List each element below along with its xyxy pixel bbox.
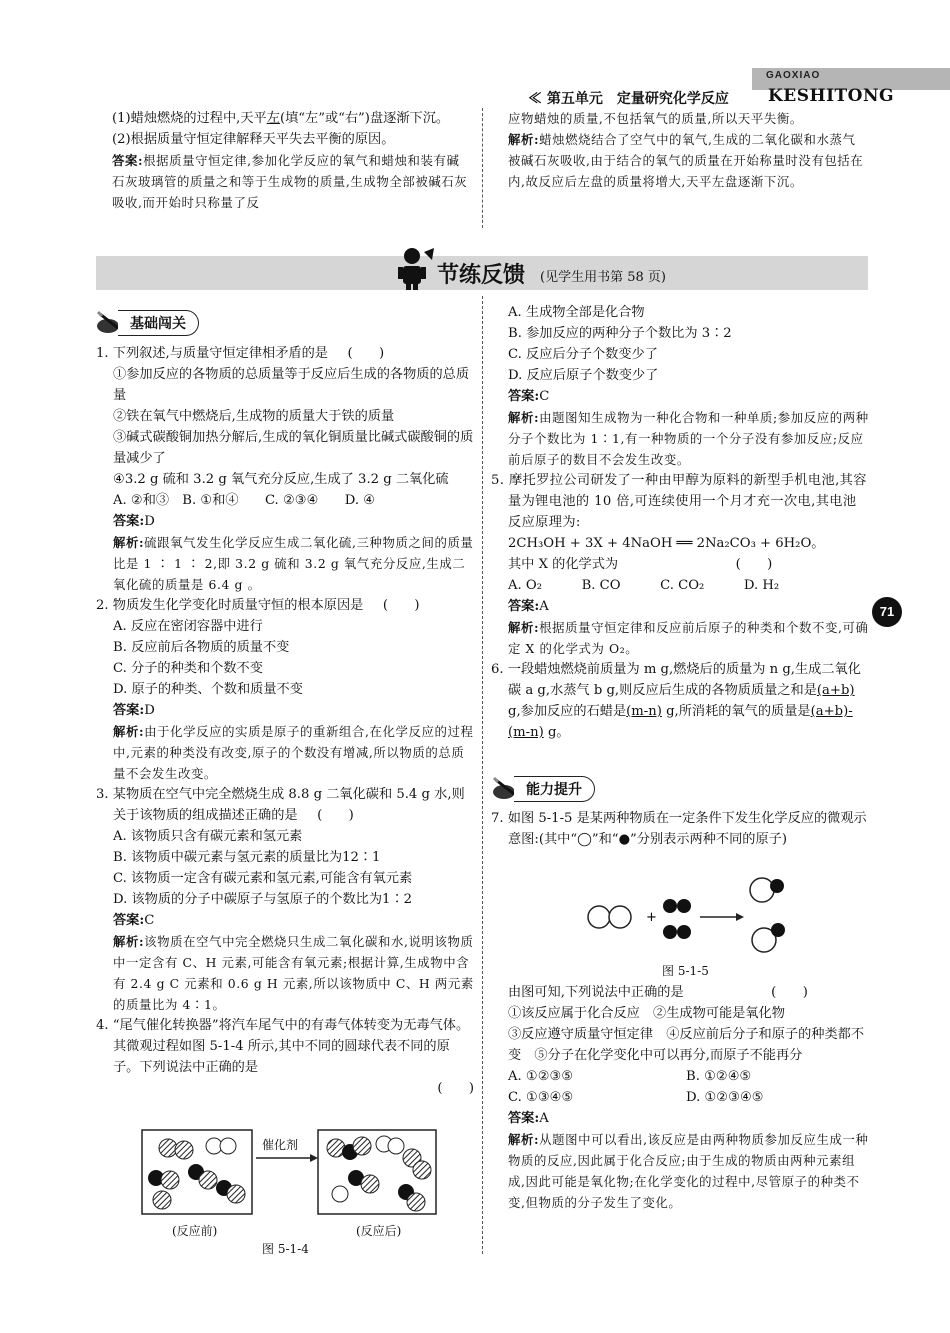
- after-molecules: [327, 1136, 431, 1211]
- section-basic-label: 基础闯关: [118, 310, 199, 336]
- before-molecules: [148, 1138, 245, 1209]
- q7-stem: 7. 如图 5-1-5 是某两种物质在一定条件下发生化学反应的微观示意图:(其中“◯”和“●”分别表示两种不同的原子): [491, 811, 867, 847]
- q3-option-b: B. 该物质中碳元素与氢元素的质量比为12∶1: [113, 850, 381, 865]
- q6-text: 6. 一段蜡烛燃烧前质量为 m g,燃烧后的质量为 n g,生成二氧化碳 a g,水蒸气 b g,则反应后生成的各物质质量之和是(a+b) g,参加反应的石蜡是(m-n) g,所消耗的氧气的质量是(a+b)-(m-n) g。: [491, 662, 861, 740]
- top-right-block: [508, 108, 868, 192]
- q7-analysis: 解析:从题图中可以看出,该反应是由两种物质参加反应生成一种物质的反应,因此属于化合反应;由于生成的物质由两种元素组成,因此可能是氧化物;在化学变化的过程中,尽管原子的种类不变,但物质的分子发生了变化。: [508, 1132, 869, 1210]
- q7-statement-2: ③反应遵守质量守恒定律 ④反应前后分子和原子的种类都不变 ⑤分子在化学变化中可以再分,而原子不能再分: [508, 1027, 865, 1063]
- q1-options: A. ②和③ B. ①和④ C. ②③④ D. ④: [113, 493, 376, 508]
- unit-title: ≪ 第五单元 定量研究化学反应: [528, 91, 729, 107]
- q7-stem-2: 由图可知,下列说法中正确的是 ( ): [508, 985, 808, 1000]
- q5-equation: 2CH₃OH + 3X + 4NaOH ══ 2Na₂CO₃ + 6H₂O。: [508, 536, 825, 551]
- q3-option-d: D. 该物质的分子中碳原子与氢原子的个数比为1∶2: [113, 892, 413, 907]
- q2-option-c: C. 分子的种类和个数不变: [113, 661, 263, 676]
- column-divider-main: [482, 296, 483, 1254]
- q4-option-b: B. 参加反应的两种分子个数比为 3∶2: [508, 326, 732, 341]
- figure-5-1-5: [586, 872, 796, 962]
- svg-text:+: +: [646, 910, 657, 925]
- q5-options: A. O₂ B. CO C. CO₂ D. H₂: [508, 578, 780, 593]
- q4-answer: 答案:C: [508, 389, 550, 404]
- q2-option-b: B. 反应前后各物质的质量不变: [113, 640, 290, 655]
- q1-statement-4: ④3.2 g 硫和 3.2 g 氧气充分反应,生成了 3.2 g 二氧化硫: [113, 472, 449, 487]
- q5-stem: 5. 摩托罗拉公司研发了一种由甲醇为原料的新型手机电池,其容量为锂电池的 10 倍,可连续使用一个月才充一次电,其电池反应原理为:: [491, 473, 867, 530]
- banner-subtitle: (见学生用书第 58 页): [540, 270, 666, 285]
- q3-answer: 答案:C: [113, 913, 155, 928]
- q5-stem-2: 其中 X 的化学式为 ( ): [508, 557, 773, 572]
- q7-block: [491, 808, 869, 850]
- q3-option-c: C. 该物质一定含有碳元素和氢元素,可能含有氧元素: [113, 871, 413, 886]
- q4-paren: ( ): [437, 1081, 474, 1096]
- q3-analysis: 解析:该物质在空气中完全燃烧只生成二氧化碳和水,说明该物质中一定含有 C、H 元素,可能含有氧元素;根据计算,生成物中含有 2.4 g C 元素和 0.6 g H 元素,所以该物质中 C、H 两元素的质量比为 4∶1。: [113, 934, 474, 1012]
- q5-answer: 答案:A: [508, 599, 549, 614]
- q5-analysis: 解析:根据质量守恒定律和反应前后原子的种类和个数不变,可确定 X 的化学式为 O₂。: [508, 620, 869, 656]
- q2-stem: 2. 物质发生化学变化时质量守恒的根本原因是 ( ): [96, 598, 420, 613]
- q4-stem: 4. “尾气催化转换器”将汽车尾气中的有毒气体转变为无毒气体。其微观过程如图 5-1-4 所示,其中不同的圆球代表不同的原子。下列说法中正确的是: [96, 1018, 470, 1075]
- q7-options-ab: A. ①②③⑤ B. ①②④⑤: [508, 1069, 752, 1084]
- q1-statement-3: ③碱式碳酸铜加热分解后,生成的氧化铜质量比碱式碳酸铜的质量减少了: [113, 430, 474, 466]
- sub-question-2: (2)根据质量守恒定律解释天平失去平衡的原因。: [112, 132, 395, 147]
- q1-analysis: 解析:硫跟氧气发生化学反应生成二氧化硫,三种物质之间的质量比是 1 ∶ 1 ∶ 2,即 3.2 g 硫和 3.2 g 氧气充分反应,生成二氧化硫的质量是 6.4 g 。: [113, 535, 474, 592]
- q7-options-cd: C. ①③④⑤ D. ①②③④⑤: [508, 1090, 764, 1105]
- figure-5-1-4-caption: 图 5-1-4: [262, 1242, 309, 1256]
- top-left-block: [112, 108, 472, 213]
- after-label: (反应后): [356, 1224, 402, 1238]
- answer-text: 答案:根据质量守恒定律,参加化学反应的氧气和蜡烛和装有碱石灰玻璃管的质量之和等于生成物的质量,生成物全部被碱石灰吸收,而开始时只称量了反: [112, 153, 468, 210]
- answer-continued: 应物蜡烛的质量,不包括氧气的质量,所以天平失衡。: [508, 111, 803, 126]
- q4-analysis: 解析:由题图知生成物为一种化合物和一种单质;参加反应的两种分子个数比为 1∶1,有一种物质的一个分子没有参加反应;反应前后原子的数目不会发生改变。: [508, 410, 869, 467]
- header-brand-small: GAOXIAO: [766, 70, 821, 81]
- q7-options-block: [491, 982, 869, 1213]
- q3-stem: 3. 某物质在空气中完全燃烧生成 8.8 g 二氧化碳和 5.4 g 水,则关于该物质的组成描述正确的是 ( ): [96, 787, 465, 823]
- figure-5-1-5-caption: 图 5-1-5: [662, 964, 709, 978]
- left-questions: [96, 343, 474, 1099]
- q1-statement-1: ①参加反应的各物质的总质量等于反应后生成的各物质的总质量: [113, 367, 470, 403]
- student-icon: [398, 246, 438, 290]
- q4-option-c: C. 反应后分子个数变少了: [508, 347, 658, 362]
- q7-answer: 答案:A: [508, 1111, 549, 1126]
- header-brand: KESHITONG: [768, 86, 895, 106]
- q1-answer: 答案:D: [113, 514, 155, 529]
- q2-option-a: A. 反应在密闭容器中进行: [113, 619, 263, 634]
- before-label: (反应前): [172, 1224, 218, 1238]
- sub-question-1: (1)蜡烛燃烧的过程中,天平左(填“左”或“右”)盘逐渐下沉。: [112, 111, 450, 126]
- q4-option-d: D. 反应后原子个数变少了: [508, 368, 659, 383]
- q2-answer: 答案:D: [113, 703, 155, 718]
- q4-option-a: A. 生成物全部是化合物: [508, 305, 645, 320]
- q2-analysis: 解析:由于化学反应的实质是原子的重新组合,在化学反应的过程中,元素的种类没有改变,原子的个数没有增减,所以物质的总质量不会发生改变。: [113, 724, 474, 781]
- page-number: 71: [872, 597, 902, 627]
- q3-option-a: A. 该物质只含有碳元素和氢元素: [113, 829, 303, 844]
- q7-statement-1: ①该反应属于化合反应 ②生成物可能是氧化物: [508, 1006, 785, 1021]
- column-divider-top: [482, 108, 483, 228]
- right-questions: [491, 302, 869, 743]
- section-advanced-label: 能力提升: [514, 776, 595, 802]
- section-basic: [96, 308, 246, 334]
- catalyst-label: 催化剂: [262, 1138, 299, 1152]
- analysis-text: 解析:蜡烛燃烧结合了空气中的氧气,生成的二氧化碳和水蒸气被碱石灰吸收,由于结合的氧气的质量在开始称量时没有包括在内,故反应后左盘的质量将增大,天平左盘逐渐下沉。: [508, 132, 864, 189]
- q1-statement-2: ②铁在氧气中燃烧后,生成物的质量大于铁的质量: [113, 409, 395, 424]
- q2-option-d: D. 原子的种类、个数和质量不变: [113, 682, 303, 697]
- section-advanced: [492, 774, 642, 800]
- banner-title: 节练反馈: [437, 263, 526, 288]
- q1-stem: 1. 下列叙述,与质量守恒定律相矛盾的是 ( ): [96, 346, 385, 361]
